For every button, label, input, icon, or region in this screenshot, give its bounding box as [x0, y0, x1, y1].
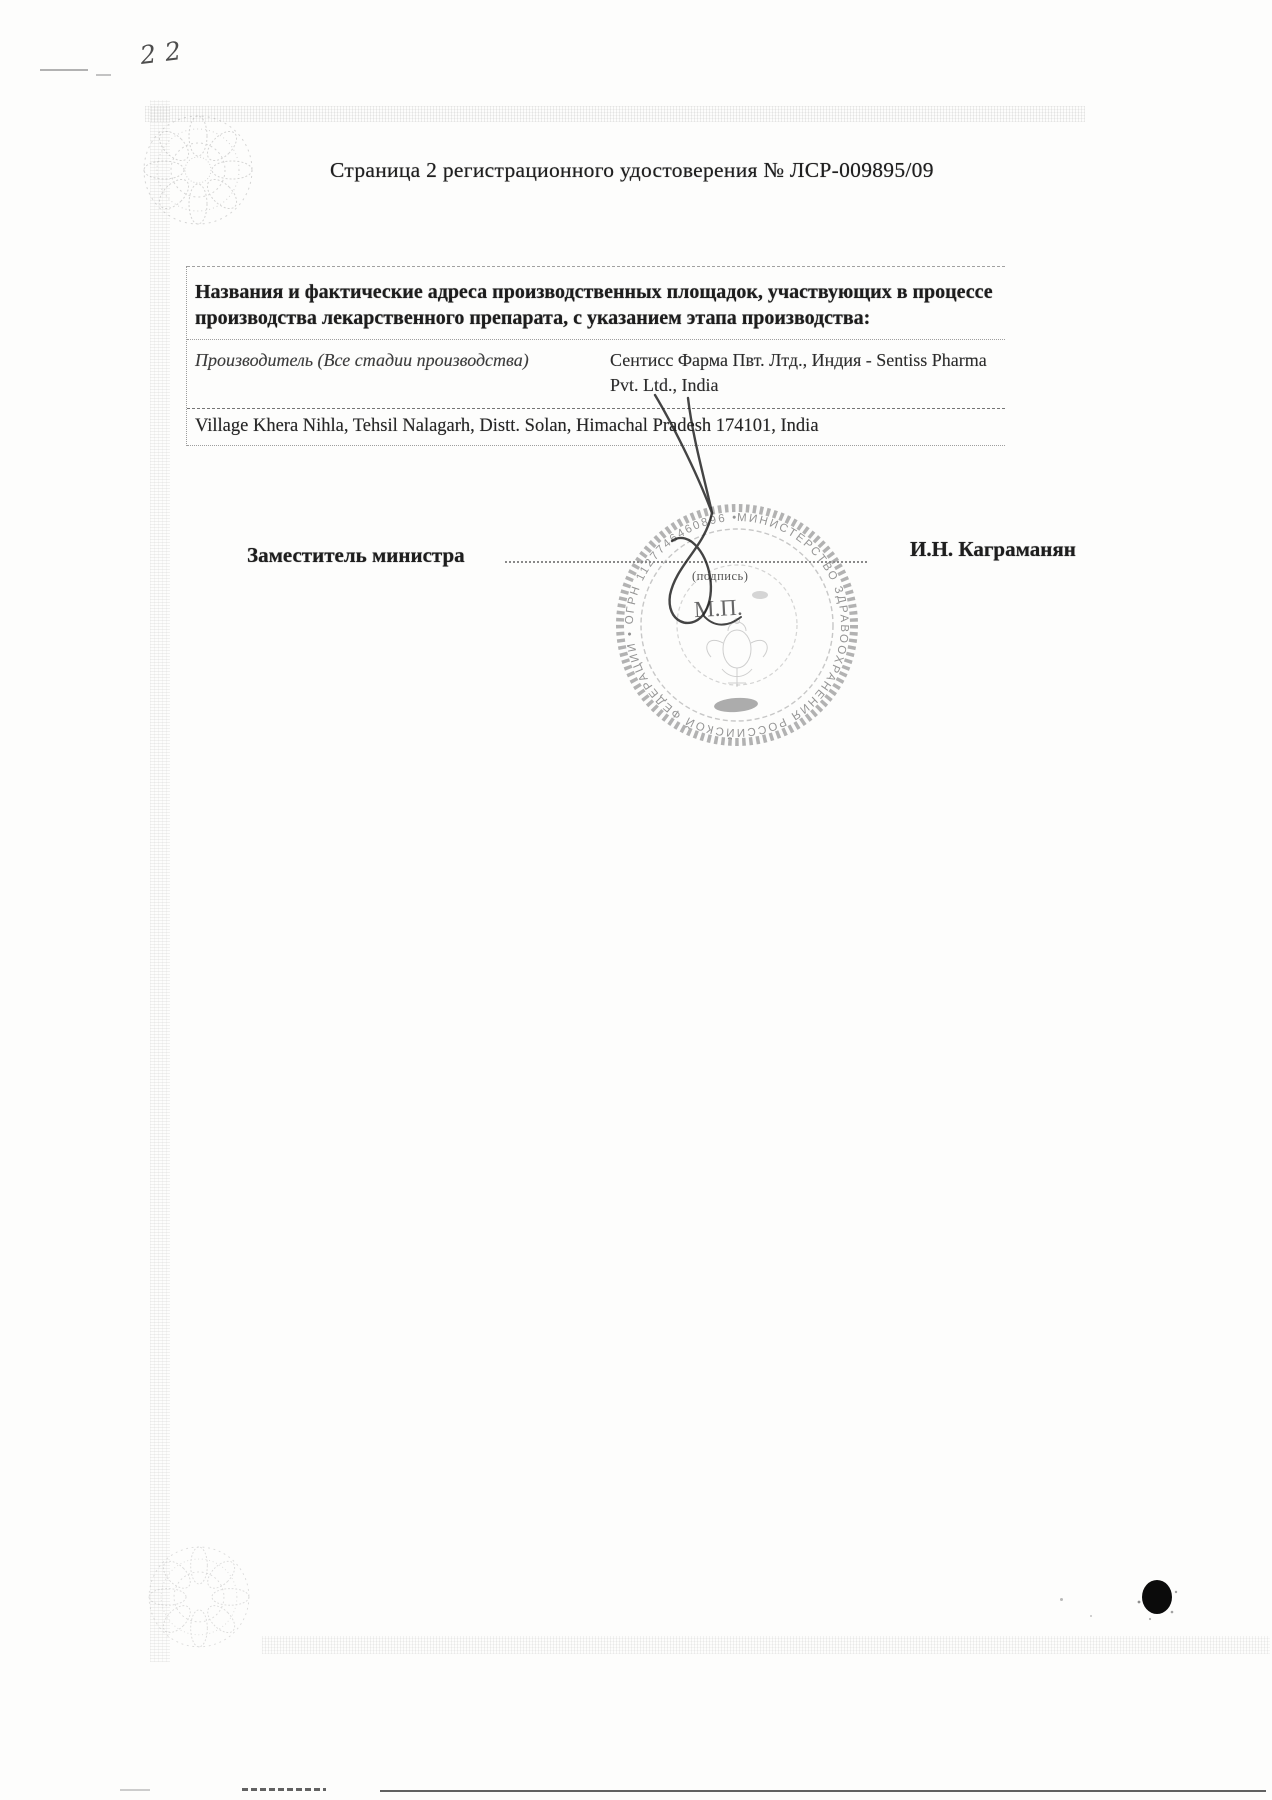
signatory-name: И.Н. Каграманян — [910, 537, 1076, 561]
producer-label: Производитель (Все стадии производства) — [195, 350, 529, 370]
scan-speck — [1090, 1615, 1092, 1617]
scan-artifact-line — [380, 1790, 1266, 1792]
producer-row — [187, 340, 1005, 408]
guilloche-rosette-top-left — [132, 98, 264, 240]
stamp-center-text: М.П. — [693, 594, 744, 623]
scan-artifact-line — [120, 1789, 150, 1791]
producer-value-line-1: Сентисс Фарма Пвт. Лтд., Индия - Sentiss Pharma — [610, 350, 987, 370]
handwritten-page-number: 22 — [138, 35, 192, 70]
scan-speck — [1060, 1598, 1063, 1601]
producer-address: Village Khera Nihla, Tehsil Nalagarh, Distt. Solan, Himachal Pradesh 174101, India — [195, 416, 819, 436]
signature-ink — [600, 385, 810, 645]
table-heading-line-1: Названия и фактические адреса производственных площадок, участвующих в процессе — [195, 281, 993, 303]
table-heading-line-2: производства лекарственного препарата, с указанием этапа производства: — [195, 307, 871, 329]
ink-blot — [1126, 1572, 1192, 1630]
scan-border-left — [150, 100, 170, 1662]
corner-dash-mark — [40, 69, 88, 71]
guilloche-rosette-bottom-left — [138, 1528, 260, 1664]
scan-border-top — [145, 106, 1085, 122]
signature-role-label: Заместитель министра — [247, 543, 465, 567]
table-heading — [187, 267, 1005, 339]
producer-value-line-2: Pvt. Ltd., India — [610, 375, 719, 395]
scan-border-bottom — [262, 1636, 1270, 1654]
stamp-ring-text: МИНИСТЕРСТВО ЗДРАВООХРАНЕНИЯ РОССИЙСКОЙ ФЕДЕРАЦИИ • ОГРН 1127746460896 • — [623, 511, 851, 739]
signature-caption: (подпись) — [692, 569, 749, 583]
production-table — [186, 266, 1005, 446]
table-rule-bottom — [187, 445, 1005, 446]
page-header-title: Страница 2 регистрационного удостоверения № ЛСР-009895/09 — [330, 158, 934, 182]
corner-dash-mark — [96, 74, 111, 76]
scan-artifact-line — [242, 1788, 326, 1791]
stamp-ink-smudge — [714, 696, 759, 713]
